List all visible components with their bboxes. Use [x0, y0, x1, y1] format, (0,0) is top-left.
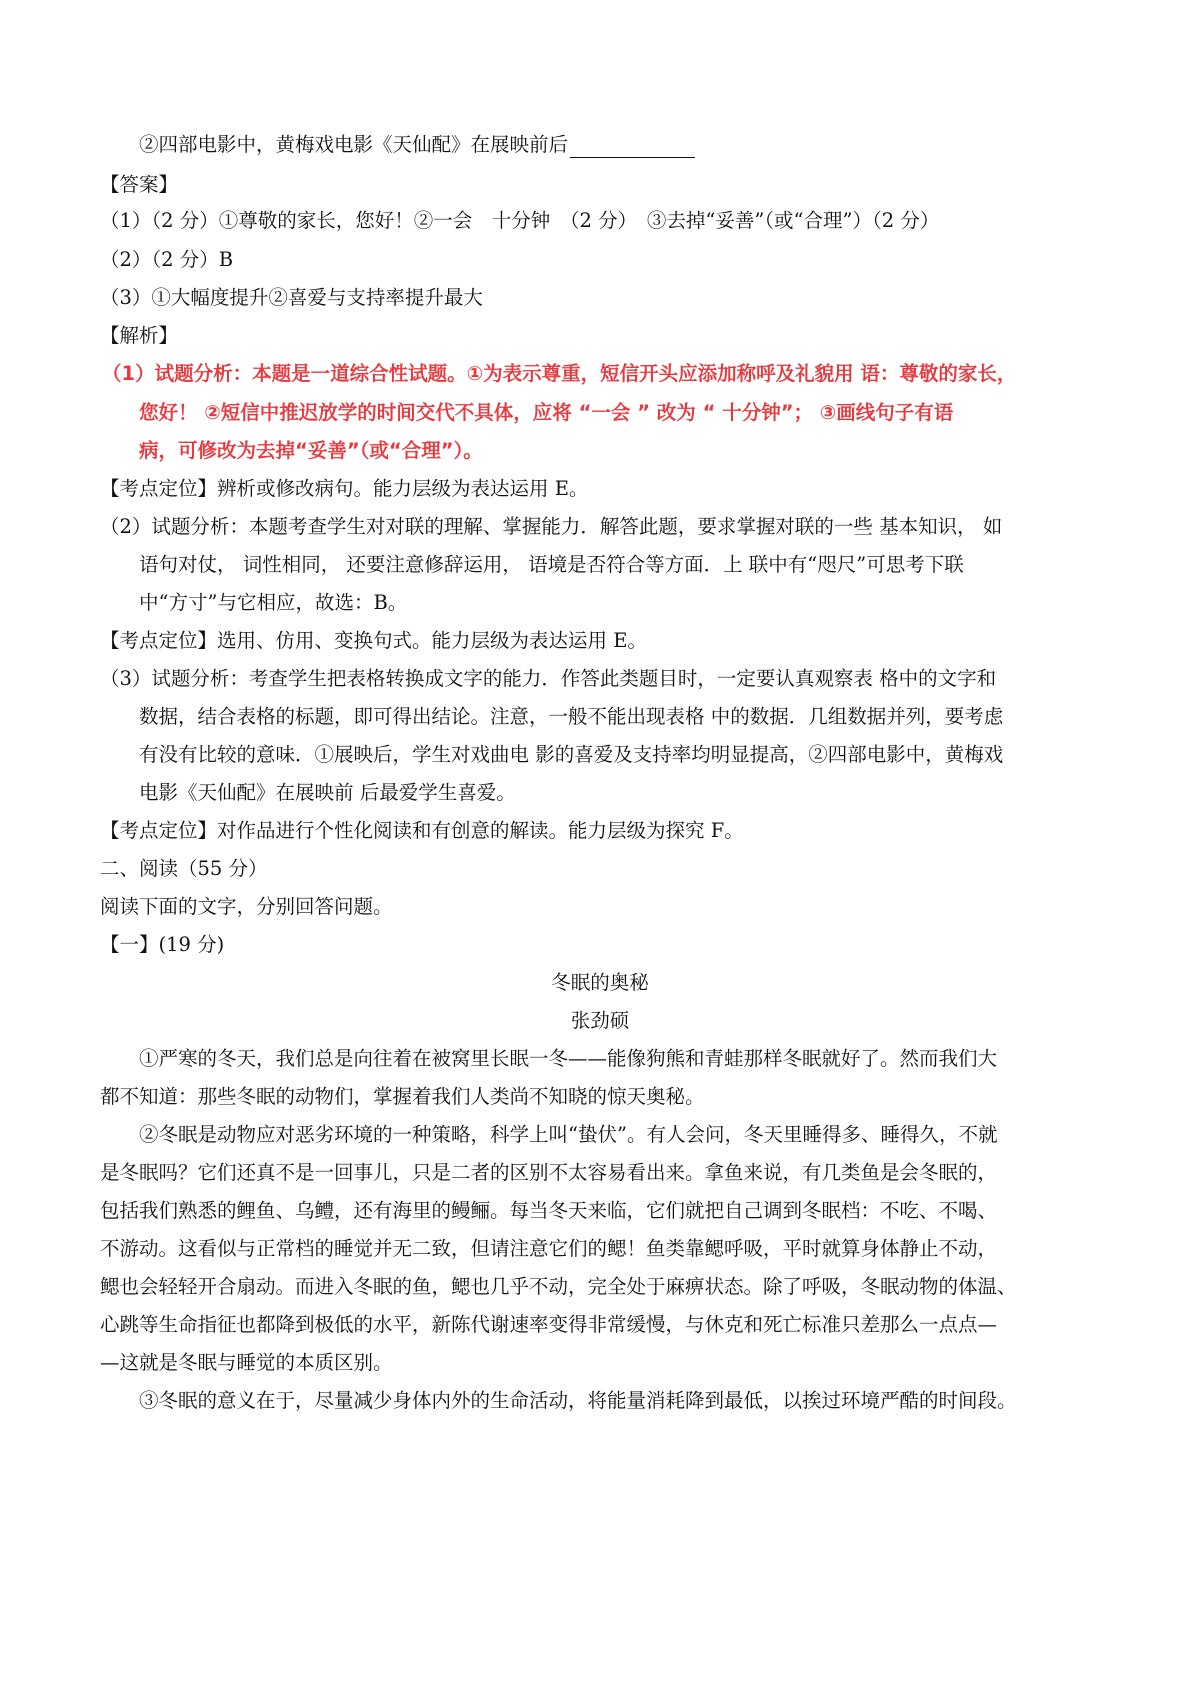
analysis-highlight: 您好！ ②短信中推迟放学的时间交代不具体，应将 “一会 ” 改为 “ 十分钟”； ③画线句子有语 [139, 401, 954, 424]
analysis-line: 语句对仗， 词性相同， 还要注意修辞运用， 语境是否符合等方面．上 联中有“咫尺”可思考下联 [139, 553, 964, 576]
article-author: 张劲硕 [570, 1009, 630, 1032]
section-heading: 二、阅读（55 分） [100, 857, 268, 880]
analysis-line: （3）试题分析：考查学生把表格转换成文字的能力．作答此类题目时，一定要认真观察表 格中的文字和 [100, 667, 997, 690]
analysis-highlight: 病，可修改为去掉“妥善”（或“合理”）。 [139, 439, 483, 462]
answer-line: （2）（2 分）B [100, 248, 234, 271]
paragraph-line: ②冬眠是动物应对恶劣环境的一种策略，科学上叫“蛰伏”。有人会问，冬天里睡得多、睡得久，不就 [139, 1123, 998, 1146]
kaodian-line: 【考点定位】辨析或修改病句。能力层级为表达运用 E。 [100, 477, 589, 500]
answer-blank [570, 135, 695, 158]
kaodian-line: 【考点定位】对作品进行个性化阅读和有创意的解读。能力层级为探究 F。 [100, 819, 744, 842]
answer-line: （1）（2 分）①尊敬的家长，您好！②一会 十分钟 （2 分） ③去掉“妥善”（或“合理”）（2 分） [100, 209, 940, 232]
analysis-line: （2）试题分析：本题考查学生对对联的理解、掌握能力．解答此题，要求掌握对联的一些 基本知识， 如 [100, 515, 1003, 538]
paragraph-line: 都不知道：那些冬眠的动物们，掌握着我们人类尚不知晓的惊天奥秘。 [100, 1085, 705, 1108]
answer-line: （3）①大幅度提升②喜爱与支持率提升最大 [100, 286, 483, 309]
instructions: 阅读下面的文字，分别回答问题。 [100, 895, 393, 918]
answer-label: 【答案】 [100, 173, 179, 196]
analysis-line: 中“方寸”与它相应，故选：B。 [139, 591, 408, 614]
paragraph-line: ①严寒的冬天，我们总是向往着在被窝里长眠一冬——能像狗熊和青蛙那样冬眠就好了。然而我们大 [139, 1047, 998, 1070]
analysis-line: 电影《天仙配》在展映前 后最爱学生喜爱。 [139, 781, 516, 804]
paragraph-line: 包括我们熟悉的鲤鱼、乌鳢，还有海里的鳗鲡。每当冬天来临，它们就把自己调到冬眠档：不吃、不喝、 [100, 1199, 998, 1222]
paragraph-line: 鳃也会轻轻开合扇动。而进入冬眠的鱼，鳃也几乎不动，完全处于麻痹状态。除了呼吸，冬眠动物的体温、 [100, 1275, 1017, 1298]
analysis-label: 【解析】 [100, 324, 179, 347]
analysis-line: 有没有比较的意味．①展映后，学生对戏曲电 影的喜爱及支持率均明显提高，②四部电影中，黄梅戏 [139, 743, 1004, 766]
paragraph-line: 不游动。这看似与正常档的睡觉并无二致，但请注意它们的鳃！鱼类靠鳃呼吸，平时就算身体静止不动， [100, 1237, 998, 1260]
analysis-highlight: （1）试题分析：本题是一道综合性试题。①为表示尊重，短信开头应添加称呼及礼貌用 语：尊敬的家长， [102, 362, 1017, 385]
part-heading: 【一】(19 分) [100, 933, 225, 956]
paragraph-line: 心跳等生命指征也都降到极低的水平，新陈代谢速率变得非常缓慢，与休克和死亡标准只差那么一点点— [100, 1313, 998, 1336]
analysis-line: 数据，结合表格的标题，即可得出结论。注意，一般不能出现表格 中的数据．几组数据并列，要考虑 [139, 705, 1004, 728]
paragraph-line: —这就是冬眠与睡觉的本质区别。 [100, 1351, 393, 1374]
paragraph-line: ③冬眠的意义在于，尽量减少身体内外的生命活动，将能量消耗降到最低，以挨过环境严酷的时间段。 [139, 1389, 1017, 1412]
paragraph-line: 是冬眠吗？它们还真不是一回事儿，只是二者的区别不太容易看出来。拿鱼来说，有几类鱼是会冬眠的， [100, 1161, 998, 1184]
article-title: 冬眠的奥秘 [551, 971, 649, 994]
kaodian-line: 【考点定位】选用、仿用、变换句式。能力层级为表达运用 E。 [100, 629, 647, 652]
question-line: ②四部电影中，黄梅戏电影《天仙配》在展映前后 [139, 132, 695, 158]
